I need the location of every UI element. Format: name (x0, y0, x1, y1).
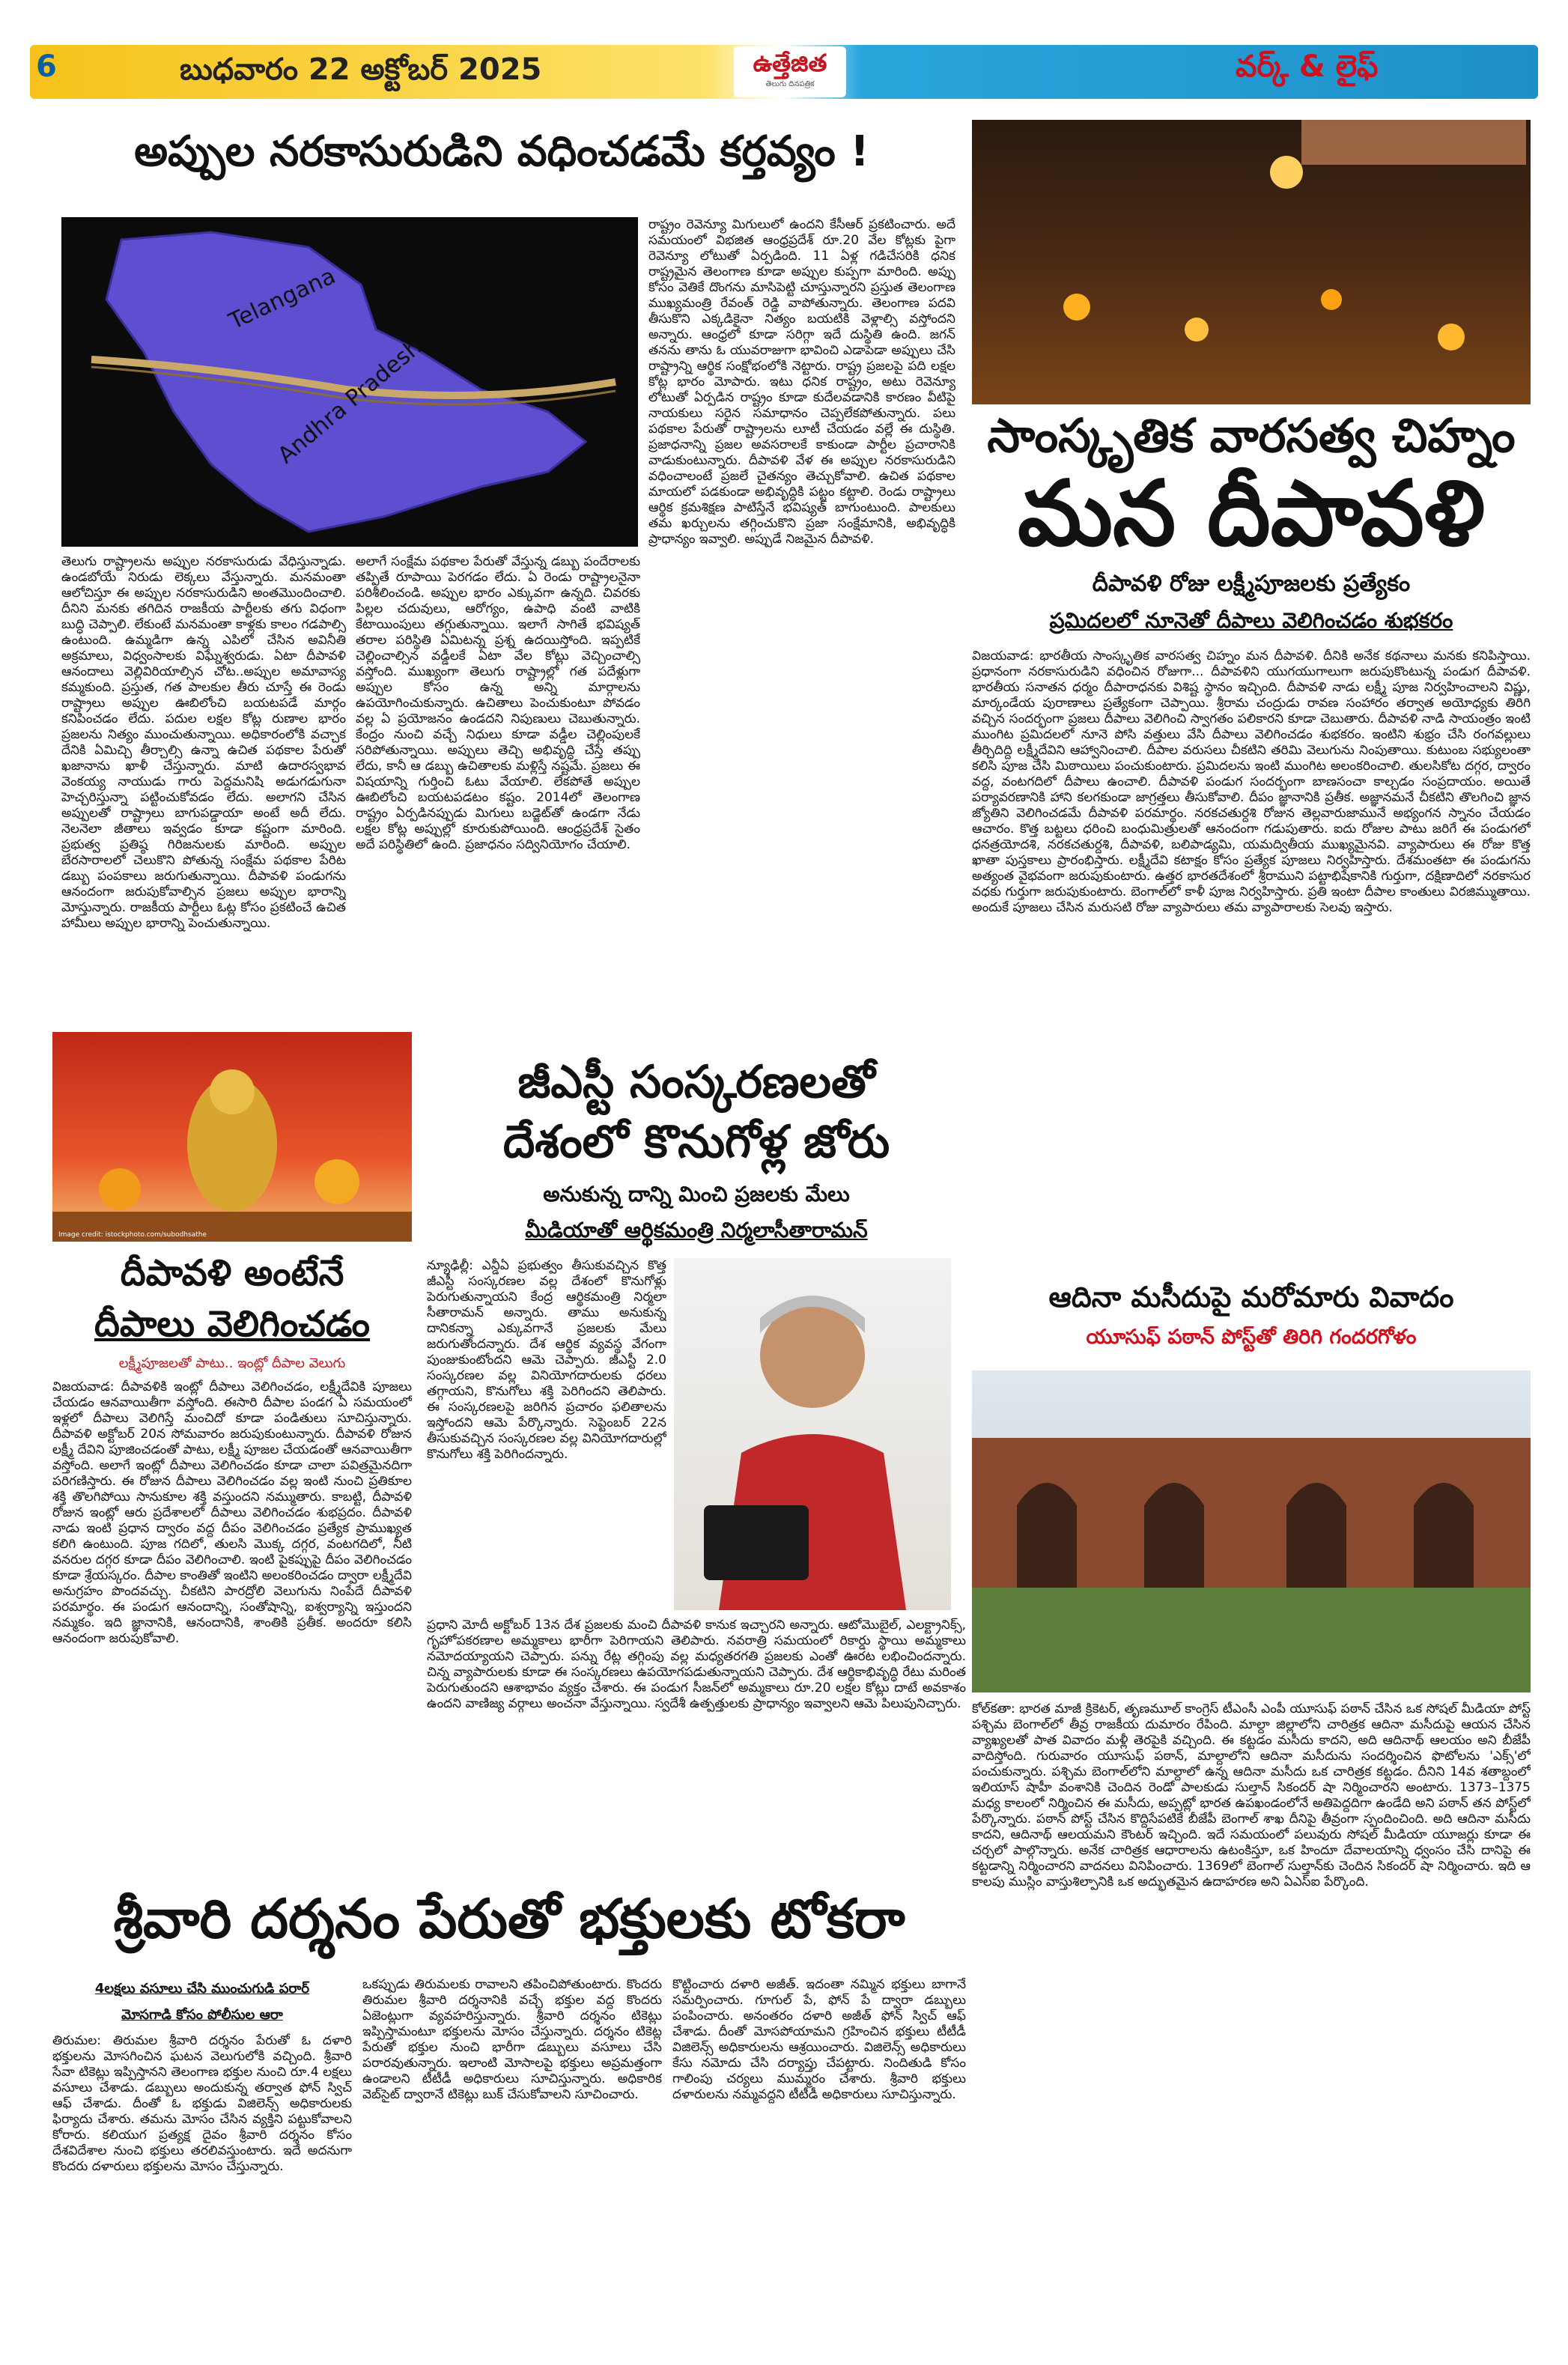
diwali-lamps-photo (972, 120, 1531, 404)
article6-column3: కొట్టించారు దళారి అజీత్. ఇదంతా నమ్మిన భక్తులు బాగానే సమర్పించారు. గూగుల్ పే, ఫోన్ పే ద్వారా డబ్బులు పంపించారు. అనంతరం దళారి అజీత్ ఫోన్ స్విచ్ ఆఫ్ చేశాడు. దీంతో మోసపోయామని గ్రహించిన భక్తులు టీటీడీ విజిలెన్స్ అధికారులను ఆశ్రయించారు. విజిలెన్స్ అధికారులు కేసు నమోదు చేసి దర్యాప్తు చేపట్టారు. నిందితుడి కోసం గాలింపు చర్యలు ముమ్మరం చేశారు. శ్రీవారి భక్తులు దళారులను నమ్మవద్దని టీటీడీ అధికారులు సూచిస్తున్నారు. (672, 1977, 966, 2102)
arch (1414, 1483, 1474, 1588)
article2-body: విజయవాడ: భారతీయ సాంస్కృతిక వారసత్వ చిహ్నం మన దీపావళి. దీనికి అనేక కథనాలు మనకు కనిపిస్తాయి. ప్రధానంగా నరకాసురుడిని వధించిన రోజుగా... దీపావళిని యుగయుగాలుగా జరుపుకొంటున్న పండుగ దీపావళి. భారతీయ సనాతన ధర్మం దీపారాధనకు విశిష్ట స్థానం ఇచ్చింది. దీపావళి నాడు లక్ష్మీ పూజ నిర్వహించాలని విష్ణు, మార్కండేయ పురాణాలు ప్రత్యేకంగా చెప్పాయి. శ్రీరామ చంద్రుడు రావణ సంహారం తర్వాత అయోధ్యకు తిరిగి వచ్చిన సందర్భంగా ప్రజలు దీపాలు వెలిగించి స్వాగతం పలికారని కూడా చెబుతారు. దీపావళి నాడి సాయంత్రం ఇంటి ముంగిట ప్రమిదలలో నూనె పోసి వత్తులు వేసి దీపాలు వెలిగించడం శుభకరం. ఇంటిని శుభ్రం చేసి రంగవల్లులు తీర్చిదిద్ది లక్ష్మీదేవిని ఆహ్వానించాలి. దీపాల వరుసలు చీకటిని తరిమి వెలుగును నింపుతాయి. కుటుంబ సభ్యులంతా కలిసి పూజ చేసి మిఠాయిలు పంచుకుంటారు. ప్రమిదలను ఇంటి ముంగిట అలంకరించాలి. తులసికోట దగ్గర, ద్వారం వద్ద, వంటగదిలో దీపాలు ఉంచాలి. దీపావళి పండుగ సందర్భంగా బాణసంచా కాల్చడం సంప్రదాయం. అయితే పర్యావరణానికి హాని కలగకుండా జాగ్రత్తలు తీసుకోవాలి. దీపం జ్ఞానానికి ప్రతీక. అజ్ఞానమనే చీకటిని తొలగించి జ్ఞాన జ్యోతిని వెలిగించడమే దీపావళి పరమార్థం. నరకచతుర్దశి రోజున తెల్లవారుజామునే అభ్యంగన స్నానం చేయడం ఆచారం. కొత్త బట్టలు ధరించి బంధుమిత్రులతో ఆనందంగా గడుపుతారు. ఐదు రోజుల పాటు జరిగే ఈ పండుగలో ధనత్రయోదశి, నరకచతుర్దశి, దీపావళి, బలిపాడ్యమి, యమద్వితీయ ముఖ్యమైనవి. వ్యాపారులు ఈ రోజు కొత్త ఖాతా పుస్తకాలు ప్రారంభిస్తారు. లక్ష్మీదేవి కటాక్షం కోసం ప్రత్యేక పూజలు నిర్వహిస్తారు. దేశమంతటా ఈ పండుగను అత్యంత వైభవంగా జరుపుకుంటారు. ఉత్తర భారతదేశంలో శ్రీరాముని పట్టాభిషేకానికి గుర్తుగా, దక్షిణాదిలో నరకాసుర వధకు గుర్తుగా జరుపుకుంటారు. బెంగాల్‌లో కాళీ పూజ నిర్వహిస్తారు. ప్రతి ఇంటా దీపాల కాంతులు విరజిమ్ముతాయి. అందుకే పూజలు చేసిన మరుసటి రోజు వ్యాపారులు తమ వ్యాపారాలకు సెలవు ఇస్తారు. (972, 649, 1531, 915)
article2-subheading-2: ప్రమిదలలో నూనెతో దీపాలు వెలిగించడం శుభకరం (1049, 608, 1453, 633)
lamp-flame (1438, 324, 1465, 350)
article5-subheading: యూసుఫ్ పఠాన్ పోస్ట్‌తో తిరిగి గందరగోళం (1086, 1326, 1417, 1349)
article3-headline-line1: దీపావళి అంటేనే (120, 1252, 344, 1294)
arch (1286, 1483, 1346, 1588)
article6-headline: శ్రీవారి దర్శనం పేరుతో భక్తులకు టోకరా (113, 1887, 905, 1950)
arch (1017, 1483, 1077, 1588)
article2-headline-big: మన దీపావళి (1017, 462, 1486, 566)
masthead-logo (734, 46, 846, 97)
lamps-illustration (972, 120, 1531, 404)
article3-body: విజయవాడ: దీపావళికి ఇంట్లో దీపాలు వెలిగించడం, లక్ష్మీదేవికి పూజలు చేయడం ఆనవాయితీగా వస్తోంది. ఈసారి దీపాల పండగ ఏ సమయంలో ఇళ్లలో దీపాలు వెలిగిస్తే మంచిదో కూడా పండితులు సూచిస్తున్నారు. దీపావళి అక్టోబర్ 20న సోమవారం జరుపుకుంటున్నారు. దీపావళి రోజున లక్ష్మీ దేవిని పూజించడంతో పాటు, లక్ష్మీ పూజల చేయడంతో ఆనవాయితీగా వస్తోంది. అలాగే ఇంట్లో దీపాలు వెలిగించడం కూడా చాలా పవిత్రమైనదిగా పరిగణిస్తారు. ఈ రోజున దీపాలు వెలిగించడం వల్ల ఇంటి నుంచి ప్రతికూల శక్తి తొలగిపోయి సానుకూల శక్తి వస్తుందని నమ్ముతారు. కాబట్టి, దీపావళి రోజున ఇంట్లో ఆరు ప్రదేశాలలో దీపాలు వెలిగించడం శుభప్రదం. దీపావళి నాడు ఇంటి ప్రధాన ద్వారం వద్ద దీపం వెలిగించడం ప్రత్యేక ప్రాముఖ్యత కలిగి ఉంటుంది. పూజ గదిలో, తులసి మొక్క దగ్గర, వంటగదిలో, నీటి వనరుల దగ్గర కూడా దీపం వెలిగించాలి. ఇంటి పైకప్పుపై దీపం వెలిగించడం కూడా శ్రేయస్కరం. దీపాల కాంతితో ఇంటిని అలంకరించడం ద్వారా లక్ష్మీదేవి అనుగ్రహం పొందవచ్చు. చీకటిని పారద్రోలి వెలుగును నింపేదే దీపావళి పరమార్థం. ఈ పండుగ ఆనందాన్ని, సంతోషాన్ని, ఐశ్వర్యాన్ని ఇస్తుందని నమ్మకం. ఇది జ్ఞానానికి, ఆనందానికి, శాంతికి ప్రతీక. అందరూ కలిసి ఆనందంగా జరుపుకోవాలి. (52, 1379, 412, 1646)
article5-headline: ఆదినా మసీదుపై మరోమారు వివాదం (1048, 1281, 1454, 1314)
states-shape (106, 232, 586, 532)
section-title: వర్క్ & లైఫ్ (1236, 49, 1379, 84)
article4-body-bottom: ప్రధాని మోదీ అక్టోబర్ 13న దేశ ప్రజలకు మంచి దీపావళి కానుక ఇచ్చారని అన్నారు. ఆటోమొబైల్, ఎలక్ట్రానిక్స్, గృహోపకరణాల అమ్మకాలు భారీగా పెరిగాయని తెలిపారు. నవరాత్రి సమయంలో రికార్డు స్థాయి అమ్మకాలు నమోదయ్యాయని చెప్పారు. పన్ను రేట్ల తగ్గింపు వల్ల మధ్యతరగతి ప్రజలకు ఎంతో ఊరట లభించిందన్నారు. చిన్న వ్యాపారులకు కూడా ఈ సంస్కరణలు ఉపయోగపడుతున్నాయని చెప్పారు. దేశ ఆర్థికాభివృద్ధి రేటు మరింత పెరుగుతుందని ఆశాభావం వ్యక్తం చేశారు. ఈ పండుగ సీజన్‌లో అమ్మకాలు రూ.20 లక్షల కోట్లు దాటే అవకాశం ఉందని వాణిజ్య వర్గాలు అంచనా వేస్తున్నాయి. స్వదేశీ ఉత్పత్తులకు ప్రాధాన్యం ఇవ్వాలని ఆమె పిలుపునిచ్చారు. (427, 1618, 966, 1711)
finance-minister-photo (674, 1258, 951, 1610)
article5-body: కోల్‌కతా: భారత మాజీ క్రికెటర్, తృణమూల్ కాంగ్రెస్ టీఎంసీ ఎంపీ యూసుఫ్ పఠాన్ చేసిన ఒక సోషల్ మీడియా పోస్ట్ పశ్చిమ బెంగాల్‌లో తీవ్ర రాజకీయ దుమారం రేపింది. మాల్దా జిల్లాలోని చారిత్రక ఆదినా మసీదుపై ఆయన చేసిన వ్యాఖ్యలతో పాత వివాదం మళ్లీ తెరపైకి వచ్చింది. ఈ కట్టడం మసీదు కాదని, అది ఆదినాథ్ ఆలయం అని బీజేపీ వాదిస్తోంది. గురువారం యూసుఫ్ పఠాన్, మాల్దాలోని ఆదినా మసీదును సందర్శించిన ఫొటోలను 'ఎక్స్'లో పంచుకున్నారు. పశ్చిమ బెంగాల్‌లోని మాల్దాలో ఉన్న ఆదినా మసీదు ఒక చారిత్రక కట్టడం. దీనిని 14వ శతాబ్దంలో ఇలియాస్ షాహీ వంశానికి చెందిన రెండో పాలకుడు సుల్తాన్ సికందర్ షా నిర్మించారని అంటారు. 1373–1375 మధ్య కాలంలో నిర్మించిన ఈ మసీదు, అప్పట్లో భారత ఉపఖండంలోనే అతిపెద్దదిగా ఉండేది అని పఠాన్ తన పోస్ట్‌లో పేర్కొన్నారు. పఠాన్ పోస్ట్ చేసిన కొద్దిసేపటికే బీజేపీ బెంగాల్ శాఖ దీనిపై తీవ్రంగా స్పందించింది. అది ఆదినా మసీదు కాదని, ఆదినాథ్ ఆలయమని కౌంటర్ ఇచ్చింది. ఇదే సమయంలో పలువురు సోషల్ మీడియా యూజర్లు కూడా ఈ చర్చలో పాల్గొన్నారు. అనేక చారిత్రక ఆధారాలను ఉటంకిస్తూ, ఒక హిందూ దేవాలయాన్ని ధ్వంసం చేసి దానిపై ఈ కట్టడాన్ని నిర్మించారని వాదనలు వినిపించారు. 1369లో బెంగాల్ సుల్తాన్‌కు చెందిన సికందర్ షా నిర్మించారు. ఇది ఆ కాలపు ముస్లిం వాస్తుశిల్పానికి ఒక అద్భుతమైన ఉదాహరణ అని ఏఎస్ఐ పేర్కొంది. (972, 1701, 1531, 1889)
idol-head (210, 1069, 255, 1114)
article4-body-left: న్యూఢిల్లీ: ఎన్డీఏ ప్రభుత్వం తీసుకువచ్చిన కొత్త జీఎస్టీ సంస్కరణల వల్ల దేశంలో కొనుగోళ్లు పెరుగుతున్నాయని కేంద్ర ఆర్థికమంత్రి నిర్మలా సీతారామన్ అన్నారు. తాము అనుకున్న దానికన్నా ఎక్కువగానే ప్రజలకు మేలు జరుగుతోందన్నారు. దేశ ఆర్థిక వ్యవస్థ వేగంగా పుంజుకుంటోందని ఆమె చెప్పారు. జీఎస్టీ 2.0 సంస్కరణల వల్ల వినియోగదారులకు ధరలు తగ్గాయని, కొనుగోలు శక్తి పెరిగిందని తెలిపారు. ఈ సంస్కరణలపై జరిగిన ప్రచారం ఫలితాలను ఇస్తోందని ఆమె పేర్కొన్నారు. సెప్టెంబర్ 22న తీసుకువచ్చిన సంస్కరణల వల్ల వినియోగదారుల్లో కొనుగోలు శక్తి పెరిగిందన్నారు. (427, 1258, 666, 1462)
article6-column2: ఒకప్పుడు తిరుమలకు రావాలని తపించిపోతుంటారు. కొందరు తిరుమల శ్రీవారి దర్శనానికి వచ్చే భక్తుల వద్ద కొందరు ఏజెంట్లుగా వ్యవహరిస్తున్నారు. శ్రీవారి దర్శనం టికెట్లు ఇప్పిస్తామంటూ భక్తులను మోసం చేస్తున్నారు. దర్శనం టికెట్ల పేరుతో భక్తుల నుంచి భారీగా డబ్బులు వసూలు చేసి పరారవుతున్నారు. ఇలాంటి మోసాలపై భక్తులు అప్రమత్తంగా ఉండాలని టీటీడీ అధికారులు సూచిస్తున్నారు. అధికారిక వెబ్‌సైట్ ద్వారానే టికెట్లు బుక్ చేసుకోవాలని సూచించారు. (362, 1977, 662, 2102)
page-number: 6 (36, 49, 57, 84)
article2-headline-top: సాంస్కృతిక వారసత్వ చిహ్నం (987, 408, 1516, 463)
article6-tag-1: 4లక్షలు వసూలు చేసి ముంచుగుడి పరార్ (94, 1981, 310, 1997)
article4-subheading-2: మీడియాతో ఆర్థికమంత్రి నిర్మలాసీతారామన్ (525, 1218, 868, 1242)
article2-subheading-1: దీపావళి రోజు లక్ష్మీపూజలకు ప్రత్యేకం (1092, 571, 1411, 597)
image-credit: Image credit: istockphoto.com/subodhsathe (58, 1231, 207, 1239)
lamp-flame (1321, 289, 1342, 310)
article1-column3: రాష్ట్రం రెవెన్యూ మిగులులో ఉందని కేసీఆర్ ప్రకటించారు. అదే సమయంలో విభజిత ఆంధ్రప్రదేశ్ రూ.20 వేల కోట్లకు పైగా రెవెన్యూ లోటుతో ఏర్పడింది. 11 ఏళ్ల గడిచేసరికి ధనిక రాష్ట్రమైన తెలంగాణ కూడా అప్పుల కుప్పగా మారింది. అప్పు కోసం వెతికే దొంగను మాసిపెట్టి చూస్తున్నారని ప్రస్తుత తెలంగాణ ముఖ్యమంత్రి రేవంత్ రెడ్డి వాపోతున్నారు. తెలంగాణ పదవి తీసుకొని ఎక్కడికైనా నిత్యం బయటికి వెళ్లాల్సి వస్తోందని అన్నారు. ఆంధ్రలో కూడా సరిగ్గా ఇదే దుస్థితి ఉంది. జగన్ తనను తాను ఓ యువరాజుగా భావించి ఎడాపెడా అప్పులు చేసి రాష్ట్రాన్ని ఆర్థిక సంక్షోభంలోకి నెట్టారు. రాష్ట్ర ప్రజలపై పది లక్షల కోట్ల భారం మోపారు. ఇటు ధనిక రాష్ట్రం, అటు రెవెన్యూ లోటుతో ఏర్పడిన రాష్ట్రం కూడా కుదేలవడానికి కారణం వీటిపై నాయకులు సరైన సమాధానం చెప్పలేకపోతున్నారు. పలు పథకాల పేరుతో రాష్ట్రాలను లూటీ చేయడం వల్లే ఈ దుస్థితి. ప్రజాధనాన్ని ప్రజల అవసరాలకే కాకుండా పార్టీల ప్రచారానికి వాడుకుంటున్నారు. దీపావళి వేళ ఈ అప్పుల నరకాసురుడిని వధించాలంటే ప్రజలే చైతన్యం తెచ్చుకోవాలి. ఉచిత పథకాల మాయలో పడకుండా అభివృద్ధికి పట్టం కట్టాలి. రెండు రాష్ట్రాలు ఆర్థిక క్రమశిక్షణ పాటిస్తేనే భవిష్యత్ బాగుంటుంది. పాలకులు తమ ఖర్చులను తగ్గించుకొని ప్రజా సంక్షేమానికి, అభివృద్ధికి ప్రాధాన్యం ఇవ్వాలి. అప్పుడే నిజమైన దీపావళి. (648, 217, 955, 547)
article4-headline-line1: జీఎస్టీ సంస్కరణలతో (517, 1056, 875, 1108)
article3-headline-line2: దీపాలు వెలిగించడం (94, 1303, 370, 1345)
hand-shape (1301, 120, 1526, 165)
minister-illustration (674, 1258, 951, 1610)
lamp-flame (1063, 294, 1090, 321)
article1-column1: తెలుగు రాష్ట్రాలను అప్పుల నరకాసురుడు వేధిస్తున్నాడు. ఉండబోయే నిరుడు లెక్కలు వేస్తున్నారు. మనమంతా ఆలోచిస్తూ ఈ అప్పుల నరకాసురుడిని అంతమొందించాలి. దీనిని మనకు తగిదిన రాజకీయ పార్టీలకు తగు విధంగా బుద్ధి చెప్పాలి. లేకుంటే మనమంతా కాళ్లకు కాలం గడపాల్సి ఉంటుంది. ఉమ్మడిగా ఉన్న ఎపిలో చేసిన అవినీతి అక్రమాలు, విధ్వంసాలకు విఘ్నేశ్వరుడు. ఏటా దీపావళి ఆనందాలు వెల్లివిరియాల్సిన చోట..అప్పుల అమావాస్య కమ్మకుంది. ప్రస్తుత, గత పాలకుల తీరు చూస్తే ఈ రెండు రాష్ట్రాలు అప్పుల ఊబిలోంచి బయటపడే మార్గం కనిపించడం లేదు. పదుల లక్షల కోట్ల రుణాల భారం ప్రజలను నిత్యం ముంచుతున్నాయి. అధికారంలోకి వచ్చాక దేనికి ఏమిచ్చి తీర్చాల్సి ఉన్నా ఉచిత పథకాల పేరుతో ఖజానాను ఖాళీ చేస్తున్నారు. మాటి ఉదారస్వభావ వెంకయ్య నాయుడు గారు పెద్దమనిషి అడుగడుగునా హెచ్చరిస్తున్నా పట్టించుకోవడం లేదు. అలాగని చేసిన అప్పులతో రాష్ట్రాలు బాగుపడ్డాయా అంటే అదీ లేదు. నెలనెలా జీతాలు ఇవ్వడం కూడా కష్టంగా మారింది. ప్రభుత్వ ప్రతిష్ఠ గిరిజనులకు మారింది. అప్పుల బేరసారాలలో చెలుకొని పోతున్న సంక్షేమ పథకాల పేరిట డబ్బు పంపకాలు జరుగుతున్నాయి. దీపావళి పండుగను ఆనందంగా జరుపుకోవాల్సిన ప్రజలు అప్పుల భారాన్ని మోస్తున్నారు. రాజకీయ పార్టీలు ఓట్ల కోసం ప్రకటించే ఉచిత హామీలు అప్పుల భారాన్ని పెంచుతున్నాయి. (61, 554, 346, 931)
lakshmi-idol-photo (52, 1032, 412, 1242)
flower (99, 1168, 141, 1210)
issue-date: బుధవారం 22 అక్టోబర్ 2025 (180, 52, 542, 87)
telugu-states-map (61, 217, 638, 547)
lawn (972, 1588, 1531, 1692)
adina-mosque-photo (972, 1370, 1531, 1692)
article4-headline-line2: దేశంలో కొనుగోళ్ల జోరు (502, 1116, 890, 1168)
idol-illustration (52, 1032, 412, 1242)
logo-subtext: తెలుగు దినపత్రిక (765, 80, 815, 88)
logo-text: ఉత్తేజిత (753, 49, 827, 77)
article3-tagline: లక్ష్మీపూజలతో పాటు.. ఇంట్లో దీపాల వెలుగు (118, 1355, 346, 1371)
lamp-flame (1185, 318, 1209, 341)
map-image (61, 217, 638, 547)
article1-column2: అలాగే సంక్షేమ పథకాల పేరుతో వేస్తున్న డబ్బు పందేరాలకు తప్పితే రూపాయి పెరగడం లేదు. ఏ రెండు రాష్ట్రాలనైనా పరిశీలించండి. అప్పుల భారం ఎక్కువగా ఉన్నది. చివరకు పిల్లల చదువులు, ఆరోగ్యం, ఉపాధి వంటి వాటికి కేటాయింపులు తగ్గుతున్నాయి. ఇలాగే సాగితే భవిష్యత్ తరాల పరిస్థితి ఏమిటన్న ప్రశ్న ఉదయిస్తోంది. ఇప్పటికే చెల్లించాల్సిన వడ్డీలకే ఏటా వేల కోట్లు వెచ్చించాల్సి వస్తోంది. ముఖ్యంగా తెలుగు రాష్ట్రాల్లో గత పదేళ్లుగా అప్పుల కోసం ఉన్న అన్ని మార్గాలను ఉపయోగించుకున్నారు. ఉచితాలు పెంచుకుంటూ పోవడం వల్ల ఏ ప్రయోజనం ఉండదని నిపుణులు చెబుతున్నారు. కేంద్రం నుంచి వచ్చే నిధులు కూడా వడ్డీల చెల్లింపులకే సరిపోతున్నాయి. అప్పులు తెచ్చి అభివృద్ధి చేస్తే తప్పు లేదు, కానీ ఆ డబ్బు ఉచితాలకు మళ్లిస్తే నష్టమే. ప్రజలు ఈ విషయాన్ని గుర్తించి ఓటు వేయాలి. లేకపోతే అప్పుల ఊబిలోంచి బయటపడటం కష్టం. 2014లో తెలంగాణ రాష్ట్రం ఏర్పడినప్పుడు మిగులు బడ్జెట్‌తో ఉండగా నేడు లక్షల కోట్ల అప్పుల్లో కూరుకుపోయింది. ఆంధ్రప్రదేశ్ సైతం అదే పరిస్థితిలో ఉంది. ప్రజాధనం సద్వినియోగం చేయాలి. (356, 554, 640, 852)
article6-column1: తిరుమల: తిరుమల శ్రీవారి దర్శనం పేరుతో ఓ దళారి భక్తులను మోసగించిన ఘటన వెలుగులోకి వచ్చింది. శ్రీవారి సేవా టికెట్లు ఇప్పిస్తానని తెలంగాణ భక్తుల నుంచి రూ.4 లక్షలు వసూలు చేశాడు. డబ్బులు అందుకున్న తర్వాత ఫోన్ స్విచ్ ఆఫ్ చేశాడు. దీంతో ఓ భక్తుడు విజిలెన్స్ అధికారులకు ఫిర్యాదు చేశారు. తమను మోసం చేసిన వ్యక్తిని పట్టుకోవాలని కోరారు. కలియుగ ప్రత్యక్ష దైవం శ్రీవారి దర్శనం కోసం దేశవిదేశాల నుంచి భక్తులు తరలివస్తుంటారు. ఇదే అదనుగా కొందరు దళారులు భక్తులను మోసం చేస్తున్నారు. (52, 2033, 352, 2174)
map-label-andhra: Andhra Pradesh (273, 334, 427, 470)
article6-tag-2: మోసగాడి కోసం పోలీసుల ఆరా (121, 2007, 283, 2023)
mosque-illustration (972, 1370, 1531, 1692)
lamp-flame (1270, 156, 1303, 189)
arch (1144, 1483, 1204, 1588)
article1-headline: అప్పుల నరకాసురుడిని వధించడమే కర్తవ్యం ! (134, 127, 869, 176)
flower (314, 1159, 359, 1204)
tablet-shape (704, 1505, 809, 1580)
map-label-telangana: Telangana (225, 263, 340, 336)
article4-subheading-1: అనుకున్న దాన్ని మించి ప్రజలకు మేలు (543, 1182, 850, 1206)
